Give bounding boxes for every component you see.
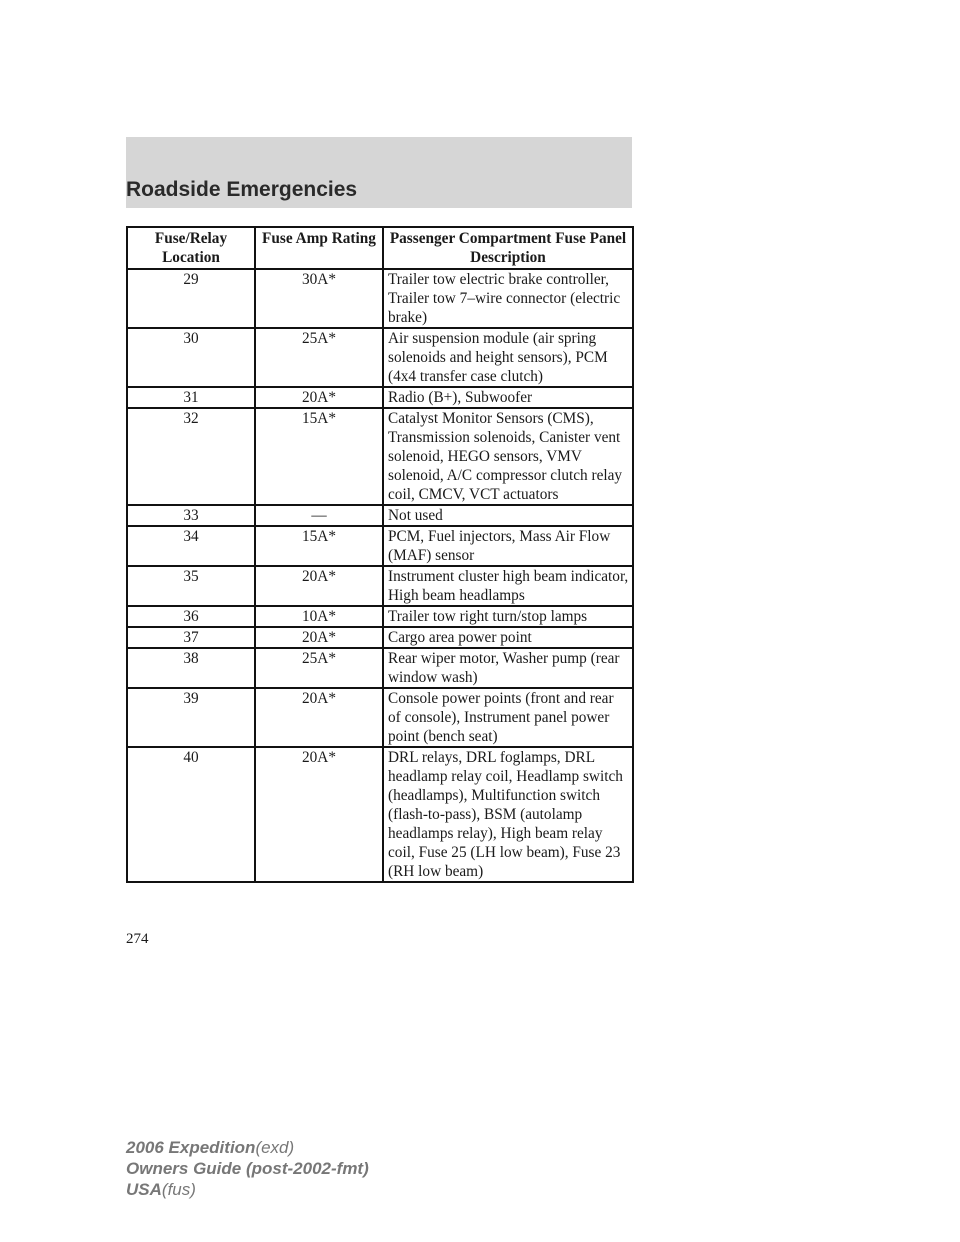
cell-amp: 20A*: [255, 566, 383, 606]
footer-model: 2006 Expedition: [126, 1138, 256, 1157]
footer-market: USA: [126, 1180, 162, 1199]
table-row: [127, 387, 633, 408]
cell-description: Air suspension module (air spring solenoids and height sensors), PCM (4x4 transfer case clutch): [383, 328, 633, 387]
cell-location: 31: [127, 387, 255, 408]
cell-amp: 20A*: [255, 747, 383, 882]
column-header-location: Fuse/Relay Location: [127, 227, 255, 269]
section-header: [126, 137, 632, 208]
table-header-row: [127, 227, 633, 269]
cell-amp: 25A*: [255, 328, 383, 387]
cell-description: Instrument cluster high beam indicator, High beam headlamps: [383, 566, 633, 606]
cell-amp: 20A*: [255, 688, 383, 747]
cell-description: PCM, Fuel injectors, Mass Air Flow (MAF) sensor: [383, 526, 633, 566]
column-header-description: Passenger Compartment Fuse Panel Description: [383, 227, 633, 269]
cell-amp: 10A*: [255, 606, 383, 627]
cell-description: Rear wiper motor, Washer pump (rear window wash): [383, 648, 633, 688]
cell-amp: 25A*: [255, 648, 383, 688]
table-row: [127, 606, 633, 627]
cell-description: Console power points (front and rear of console), Instrument panel power point (bench seat): [383, 688, 633, 747]
cell-location: 39: [127, 688, 255, 747]
cell-amp: —: [255, 505, 383, 526]
cell-location: 30: [127, 328, 255, 387]
footer-guide: Owners Guide (post-2002-fmt): [126, 1159, 369, 1178]
cell-amp: 15A*: [255, 408, 383, 505]
footer-line-1: [126, 1137, 369, 1158]
footer-line-3: [126, 1179, 369, 1200]
table-row: [127, 747, 633, 882]
cell-location: 40: [127, 747, 255, 882]
cell-location: 36: [127, 606, 255, 627]
table-row: [127, 566, 633, 606]
cell-amp: 15A*: [255, 526, 383, 566]
cell-description: Not used: [383, 505, 633, 526]
cell-amp: 20A*: [255, 627, 383, 648]
cell-location: 35: [127, 566, 255, 606]
cell-location: 33: [127, 505, 255, 526]
footer-model-code: (exd): [255, 1138, 295, 1157]
table-row: [127, 688, 633, 747]
table-row: [127, 328, 633, 387]
cell-amp: 30A*: [255, 269, 383, 328]
cell-location: 29: [127, 269, 255, 328]
cell-amp: 20A*: [255, 387, 383, 408]
cell-description: Radio (B+), Subwoofer: [383, 387, 633, 408]
column-header-amp: Fuse Amp Rating: [255, 227, 383, 269]
cell-location: 37: [127, 627, 255, 648]
cell-description: Trailer tow right turn/stop lamps: [383, 606, 633, 627]
footer-market-code: (fus): [161, 1180, 196, 1199]
table-row: [127, 269, 633, 328]
cell-description: Cargo area power point: [383, 627, 633, 648]
cell-description: Catalyst Monitor Sensors (CMS), Transmission solenoids, Canister vent solenoid, HEGO sensors, VMV solenoid, A/C compressor clutch relay coil, CMCV, VCT actuators: [383, 408, 633, 505]
table-row: [127, 408, 633, 505]
table-row: [127, 526, 633, 566]
cell-description: Trailer tow electric brake controller, Trailer tow 7–wire connector (electric brake): [383, 269, 633, 328]
cell-description: DRL relays, DRL foglamps, DRL headlamp relay coil, Headlamp switch (headlamps), Multifunction switch (flash-to-pass), BSM (autolamp headlamps relay), High beam relay coil, Fuse 25 (LH low beam), Fuse 23 (RH low beam): [383, 747, 633, 882]
cell-location: 32: [127, 408, 255, 505]
section-title: Roadside Emergencies: [126, 178, 358, 201]
table-row: [127, 648, 633, 688]
footer-line-2: [126, 1158, 369, 1179]
page-number: 274: [126, 931, 149, 947]
table-row: [127, 505, 633, 526]
table-row: [127, 627, 633, 648]
document-footer: [126, 1137, 369, 1200]
cell-location: 34: [127, 526, 255, 566]
fuse-table: [126, 226, 634, 883]
cell-location: 38: [127, 648, 255, 688]
